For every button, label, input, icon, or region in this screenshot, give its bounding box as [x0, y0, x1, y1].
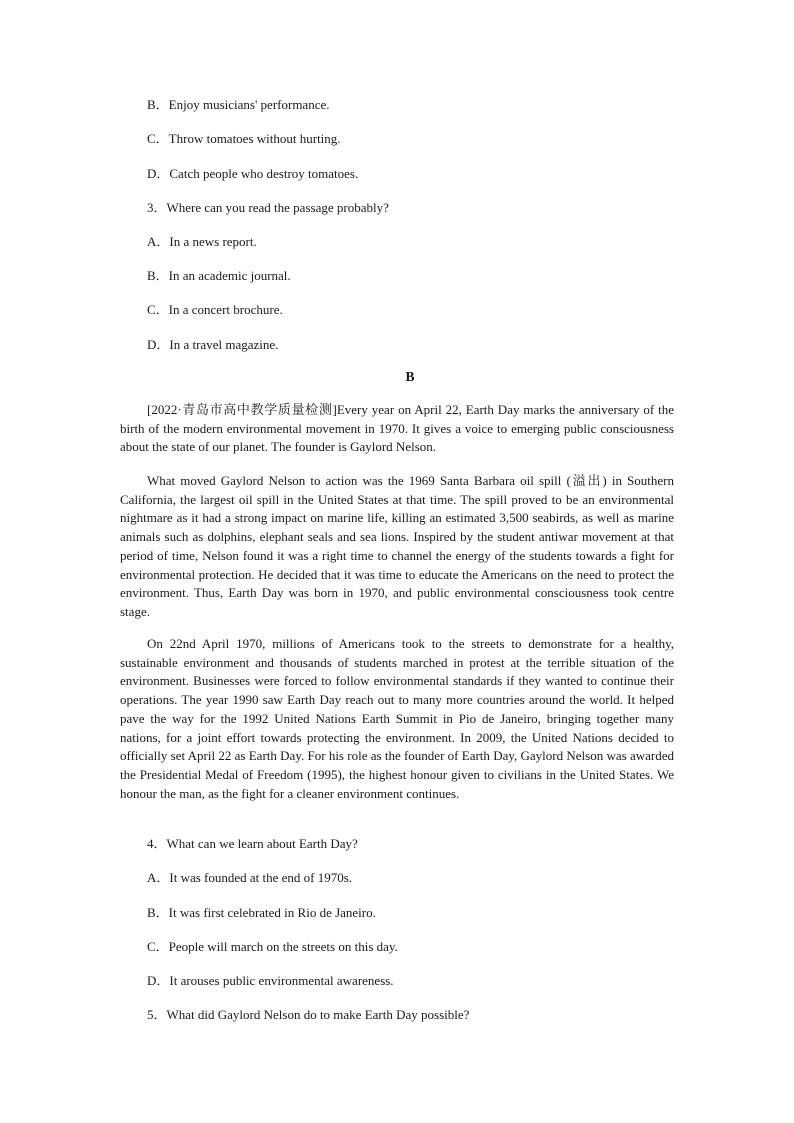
q5-question: 5．What did Gaylord Nelson do to make Earth Day possible? — [147, 1007, 470, 1022]
passage-paragraph-2: What moved Gaylord Nelson to action was the 1969 Santa Barbara oil spill (溢出) in Southern California, the largest oil spill in the United States at that time. The spill proved to be an environmental nightmare as it had a strong impact on marine life, killing an estimated 3,500 seabirds, as well as marine animals such as dolphins, elephant seals and sea lions. Inspired by the student antiwar movement at that period of time, Nelson found it was a right time to channel the energy of the students towards a fight for environmental protection. He decided that it was time to educate the Americans on the need to protect the environment. Thus, Earth Day was born in 1970, and public environmental consciousness took centre stage. — [120, 473, 674, 619]
q3-option-a: A．In a news report. — [147, 234, 257, 249]
q3-option-d: D．In a travel magazine. — [147, 337, 279, 352]
q3-option-c: C．In a concert brochure. — [147, 302, 283, 317]
q2-option-c: C．Throw tomatoes without hurting. — [147, 131, 341, 146]
passage-paragraph-1: [2022·青岛市高中教学质量检测]Every year on April 22, Earth Day marks the anniversary of the birth of the modern environmental movement in 1970. It gives a voice to emerging public consciousness about the state of our planet. The founder is Gaylord Nelson. — [120, 402, 674, 455]
q4-option-a: A．It was founded at the end of 1970s. — [147, 870, 353, 885]
q4-option-c: C．People will march on the streets on this day. — [147, 939, 398, 954]
section-heading: B — [405, 369, 415, 384]
q2-option-b: B．Enjoy musicians' performance. — [147, 97, 330, 112]
q3-question: 3．Where can you read the passage probably? — [147, 200, 389, 215]
q4-question: 4．What can we learn about Earth Day? — [147, 836, 358, 851]
q2-option-d: D．Catch people who destroy tomatoes. — [147, 166, 359, 181]
q3-option-b: B．In an academic journal. — [147, 268, 291, 283]
q4-option-b: B．It was first celebrated in Rio de Janeiro. — [147, 905, 376, 920]
passage-paragraph-3: On 22nd April 1970, millions of Americans took to the streets to demonstrate for a healthy, sustainable environment and thousands of students marched in protest at the terrible situation of the environment. Businesses were forced to follow environmental standards if they wanted to continue their operations. The year 1990 saw Earth Day reach out to many more countries around the world. It helped pave the way for the 1992 United Nations Earth Summit in Pio de Janeiro, bringing together many nations, for a joint effort towards protecting the environment. In 2009, the United Nations decided to officially set April 22 as Earth Day. For his role as the founder of Earth Day, Gaylord Nelson was awarded the Presidential Medal of Freedom (1995), the highest honour given to civilians in the United States. We honour the man, as the fight for a cleaner environment continues. — [120, 636, 674, 801]
q4-option-d: D．It arouses public environmental awareness. — [147, 973, 394, 988]
